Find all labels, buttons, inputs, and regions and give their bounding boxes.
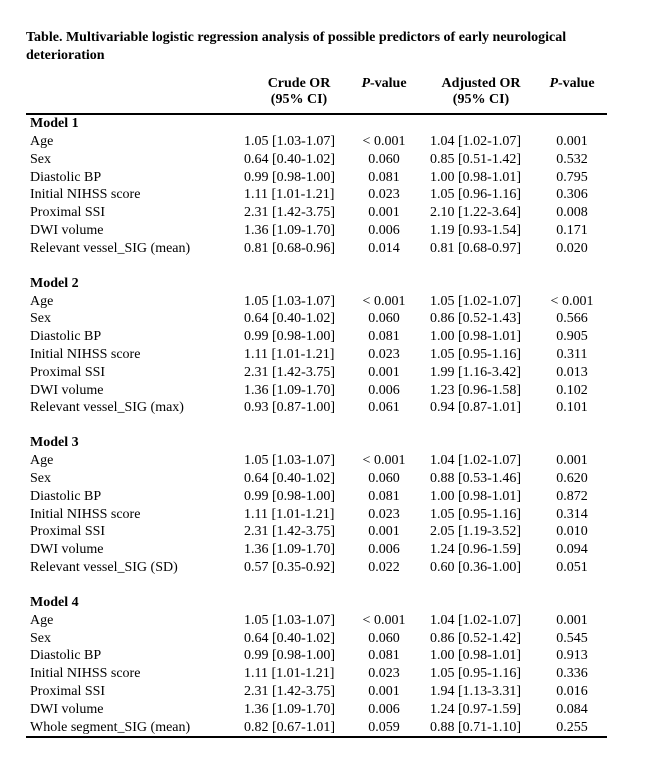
header-crude-or-line1: Crude OR (267, 76, 331, 91)
adjusted-or-value: 1.19 [0.93-1.54] (430, 222, 521, 238)
crude-p-value: 0.023 (368, 506, 400, 522)
crude-or-value: 0.99 [0.98-1.00] (244, 648, 335, 664)
crude-p-value: < 0.001 (362, 453, 406, 469)
model-title: Model 1 (30, 116, 79, 131)
adjusted-or-value: 1.05 [1.02-1.07] (430, 293, 521, 309)
header-adjusted-or (426, 76, 536, 108)
table-row (26, 647, 607, 665)
variable-name: Age (30, 453, 54, 469)
crude-p-value: 0.081 (368, 648, 400, 664)
crude-p-value: 0.001 (368, 205, 400, 221)
adjusted-or-value: 0.86 [0.52-1.43] (430, 311, 521, 327)
adjusted-p-value: 0.566 (556, 311, 588, 327)
adjusted-p-value: 0.013 (556, 364, 588, 380)
crude-p-value: 0.006 (368, 222, 400, 238)
adjusted-p-value: 0.545 (556, 630, 588, 646)
crude-or-value: 0.82 [0.67-1.01] (244, 719, 335, 735)
adjusted-or-value: 2.10 [1.22-3.64] (430, 205, 521, 221)
table-row (26, 240, 607, 258)
section-gap (26, 417, 607, 434)
crude-p-value: 0.081 (368, 329, 400, 345)
variable-name: Relevant vessel_SIG (SD) (30, 559, 178, 575)
crude-p-value: 0.081 (368, 169, 400, 185)
table-row (26, 204, 607, 222)
crude-or-value: 2.31 [1.42-3.75] (244, 524, 335, 540)
crude-or-value: 1.36 [1.09-1.70] (244, 222, 335, 238)
adjusted-or-value: 0.88 [0.53-1.46] (430, 470, 521, 486)
crude-or-value: 0.93 [0.87-1.00] (244, 400, 335, 416)
header-p-rest: -value (370, 76, 407, 91)
table-row (26, 222, 607, 240)
table-row (26, 523, 607, 541)
table-row (26, 346, 607, 364)
adjusted-or-value: 1.04 [1.02-1.07] (430, 134, 521, 149)
crude-p-value: 0.023 (368, 346, 400, 362)
adjusted-or-value: 1.05 [0.95-1.16] (430, 666, 521, 682)
crude-or-value: 0.99 [0.98-1.00] (244, 329, 335, 345)
table-row (26, 169, 607, 187)
table-row (26, 186, 607, 204)
variable-name: DWI volume (30, 542, 104, 558)
variable-name: DWI volume (30, 222, 104, 238)
adjusted-p-value: 0.001 (556, 134, 588, 149)
adjusted-p-value: 0.905 (556, 329, 588, 345)
model-title: Model 4 (30, 594, 79, 610)
adjusted-or-value: 0.94 [0.87-1.01] (430, 400, 521, 416)
header-p-value-adjusted (544, 76, 600, 92)
model-section (26, 417, 607, 577)
table-header (26, 73, 607, 113)
header-p-italic: P (549, 76, 558, 91)
crude-or-value: 0.57 [0.35-0.92] (244, 559, 335, 575)
adjusted-p-value: 0.101 (556, 400, 588, 416)
adjusted-or-value: 1.00 [0.98-1.01] (430, 329, 521, 345)
crude-or-value: 1.05 [1.03-1.07] (244, 293, 335, 309)
variable-name: Proximal SSI (30, 683, 106, 699)
crude-or-value: 0.99 [0.98-1.00] (244, 169, 335, 185)
crude-or-value: 1.05 [1.03-1.07] (244, 453, 335, 469)
crude-or-value: 0.64 [0.40-1.02] (244, 151, 335, 167)
table-row (26, 719, 607, 737)
adjusted-p-value: 0.102 (556, 382, 588, 398)
variable-name: Initial NIHSS score (30, 666, 141, 682)
model-section (26, 577, 607, 737)
adjusted-p-value: 0.306 (556, 187, 588, 203)
crude-or-value: 1.11 [1.01-1.21] (244, 187, 335, 203)
variable-name: Age (30, 134, 54, 149)
adjusted-or-value: 0.86 [0.52-1.42] (430, 630, 521, 646)
variable-name: Proximal SSI (30, 364, 106, 380)
variable-name: Diastolic BP (30, 488, 102, 504)
adjusted-or-value: 0.85 [0.51-1.42] (430, 151, 521, 167)
adjusted-or-value: 1.99 [1.16-3.42] (430, 364, 521, 380)
adjusted-p-value: 0.051 (556, 559, 588, 575)
adjusted-p-value: 0.001 (556, 612, 588, 628)
table-row (26, 683, 607, 701)
adjusted-p-value: 0.016 (556, 683, 588, 699)
crude-or-value: 0.64 [0.40-1.02] (244, 630, 335, 646)
crude-or-value: 1.11 [1.01-1.21] (244, 346, 335, 362)
table-row (26, 665, 607, 683)
model-title: Model 2 (30, 275, 79, 291)
header-p-italic: P (361, 76, 370, 91)
table-row (26, 701, 607, 719)
adjusted-p-value: 0.010 (556, 524, 588, 540)
adjusted-or-value: 1.94 [1.13-3.31] (430, 683, 521, 699)
adjusted-p-value: 0.001 (556, 453, 588, 469)
crude-or-value: 0.99 [0.98-1.00] (244, 488, 335, 504)
table-row (26, 541, 607, 559)
table-row (26, 364, 607, 382)
adjusted-or-value: 1.24 [0.97-1.59] (430, 701, 521, 717)
crude-p-value: 0.060 (368, 630, 400, 646)
model-section (26, 258, 607, 418)
crude-p-value: 0.001 (368, 683, 400, 699)
crude-p-value: 0.023 (368, 187, 400, 203)
crude-or-value: 0.64 [0.40-1.02] (244, 470, 335, 486)
variable-name: Diastolic BP (30, 648, 102, 664)
crude-p-value: 0.081 (368, 488, 400, 504)
adjusted-p-value: < 0.001 (550, 293, 594, 309)
adjusted-p-value: 0.020 (556, 240, 588, 256)
variable-name: Sex (30, 151, 51, 167)
crude-p-value: 0.022 (368, 559, 400, 575)
crude-or-value: 0.64 [0.40-1.02] (244, 311, 335, 327)
table-row (26, 612, 607, 630)
table-row (26, 133, 607, 151)
variable-name: Sex (30, 311, 51, 327)
table-row (26, 293, 607, 311)
variable-name: Sex (30, 470, 51, 486)
regression-table (26, 73, 607, 738)
adjusted-p-value: 0.620 (556, 470, 588, 486)
adjusted-or-value: 1.05 [0.96-1.16] (430, 187, 521, 203)
variable-name: Initial NIHSS score (30, 346, 141, 362)
section-gap (26, 258, 607, 275)
header-adjusted-or-line1: Adjusted OR (441, 76, 521, 91)
adjusted-p-value: 0.008 (556, 205, 588, 221)
crude-p-value: < 0.001 (362, 612, 406, 628)
variable-name: Relevant vessel_SIG (mean) (30, 240, 191, 256)
crude-or-value: 1.11 [1.01-1.21] (244, 666, 335, 682)
variable-name: Initial NIHSS score (30, 187, 141, 203)
table-row (26, 310, 607, 328)
variable-name: Relevant vessel_SIG (max) (30, 400, 184, 416)
adjusted-p-value: 0.913 (556, 648, 588, 664)
adjusted-or-value: 1.05 [0.95-1.16] (430, 506, 521, 522)
model-section (26, 115, 607, 258)
header-crude-or (244, 76, 354, 108)
adjusted-p-value: 0.532 (556, 151, 588, 167)
adjusted-or-value: 0.60 [0.36-1.00] (430, 559, 521, 575)
section-gap (26, 577, 607, 594)
header-p-rest: -value (558, 76, 595, 91)
table-row (26, 506, 607, 524)
variable-name: Diastolic BP (30, 329, 102, 345)
crude-or-value: 0.81 [0.68-0.96] (244, 240, 335, 256)
crude-p-value: 0.001 (368, 524, 400, 540)
adjusted-or-value: 0.81 [0.68-0.97] (430, 240, 521, 256)
crude-p-value: 0.023 (368, 666, 400, 682)
variable-name: DWI volume (30, 382, 104, 398)
adjusted-or-value: 1.04 [1.02-1.07] (430, 453, 521, 469)
variable-name: Initial NIHSS score (30, 506, 141, 522)
table-row (26, 559, 607, 577)
crude-p-value: < 0.001 (362, 293, 406, 309)
variable-name: Age (30, 612, 54, 628)
crude-or-value: 2.31 [1.42-3.75] (244, 364, 335, 380)
crude-p-value: < 0.001 (362, 134, 406, 149)
crude-p-value: 0.060 (368, 151, 400, 167)
adjusted-p-value: 0.311 (556, 346, 588, 362)
variable-name: Proximal SSI (30, 205, 106, 221)
table-row (26, 382, 607, 400)
adjusted-or-value: 1.00 [0.98-1.01] (430, 648, 521, 664)
crude-p-value: 0.061 (368, 400, 400, 416)
variable-name: Age (30, 293, 54, 309)
model-title: Model 3 (30, 435, 79, 451)
table-row (26, 488, 607, 506)
adjusted-p-value: 0.795 (556, 169, 588, 185)
bottom-rule (26, 736, 607, 738)
crude-p-value: 0.059 (368, 719, 400, 735)
adjusted-p-value: 0.314 (556, 506, 588, 522)
crude-p-value: 0.006 (368, 542, 400, 558)
adjusted-or-value: 1.23 [0.96-1.58] (430, 382, 521, 398)
variable-name: Diastolic BP (30, 169, 102, 185)
table-caption: Table. Multivariable logistic regression analysis of possible predictors of early neurological deterioration (26, 30, 567, 63)
table-row (26, 399, 607, 417)
crude-p-value: 0.060 (368, 311, 400, 327)
table-row (26, 452, 607, 470)
crude-or-value: 1.11 [1.01-1.21] (244, 506, 335, 522)
header-p-value-crude (356, 76, 412, 92)
table-row (26, 470, 607, 488)
crude-p-value: 0.001 (368, 364, 400, 380)
adjusted-or-value: 1.04 [1.02-1.07] (430, 612, 521, 628)
adjusted-or-value: 2.05 [1.19-3.52] (430, 524, 521, 540)
crude-or-value: 1.36 [1.09-1.70] (244, 542, 335, 558)
adjusted-p-value: 0.084 (556, 701, 588, 717)
crude-or-value: 1.05 [1.03-1.07] (244, 134, 335, 149)
adjusted-p-value: 0.872 (556, 488, 588, 504)
crude-p-value: 0.006 (368, 701, 400, 717)
adjusted-or-value: 1.00 [0.98-1.01] (430, 488, 521, 504)
table-row (26, 630, 607, 648)
crude-or-value: 1.36 [1.09-1.70] (244, 382, 335, 398)
variable-name: DWI volume (30, 701, 104, 717)
table-row (26, 328, 607, 346)
table-row (26, 151, 607, 169)
adjusted-p-value: 0.094 (556, 542, 588, 558)
variable-name: Proximal SSI (30, 524, 106, 540)
adjusted-or-value: 1.00 [0.98-1.01] (430, 169, 521, 185)
crude-p-value: 0.014 (368, 240, 400, 256)
adjusted-p-value: 0.255 (556, 719, 588, 735)
adjusted-p-value: 0.336 (556, 666, 588, 682)
crude-p-value: 0.060 (368, 470, 400, 486)
header-adjusted-or-line2: (95% CI) (452, 92, 510, 107)
adjusted-p-value: 0.171 (556, 222, 588, 238)
adjusted-or-value: 1.05 [0.95-1.16] (430, 346, 521, 362)
variable-name: Whole segment_SIG (mean) (30, 719, 191, 735)
table-body (26, 115, 607, 736)
crude-or-value: 1.36 [1.09-1.70] (244, 701, 335, 717)
crude-or-value: 1.05 [1.03-1.07] (244, 612, 335, 628)
variable-name: Sex (30, 630, 51, 646)
adjusted-or-value: 0.88 [0.71-1.10] (430, 719, 521, 735)
crude-p-value: 0.006 (368, 382, 400, 398)
crude-or-value: 2.31 [1.42-3.75] (244, 683, 335, 699)
crude-or-value: 2.31 [1.42-3.75] (244, 205, 335, 221)
adjusted-or-value: 1.24 [0.96-1.59] (430, 542, 521, 558)
header-crude-or-line2: (95% CI) (270, 92, 328, 107)
